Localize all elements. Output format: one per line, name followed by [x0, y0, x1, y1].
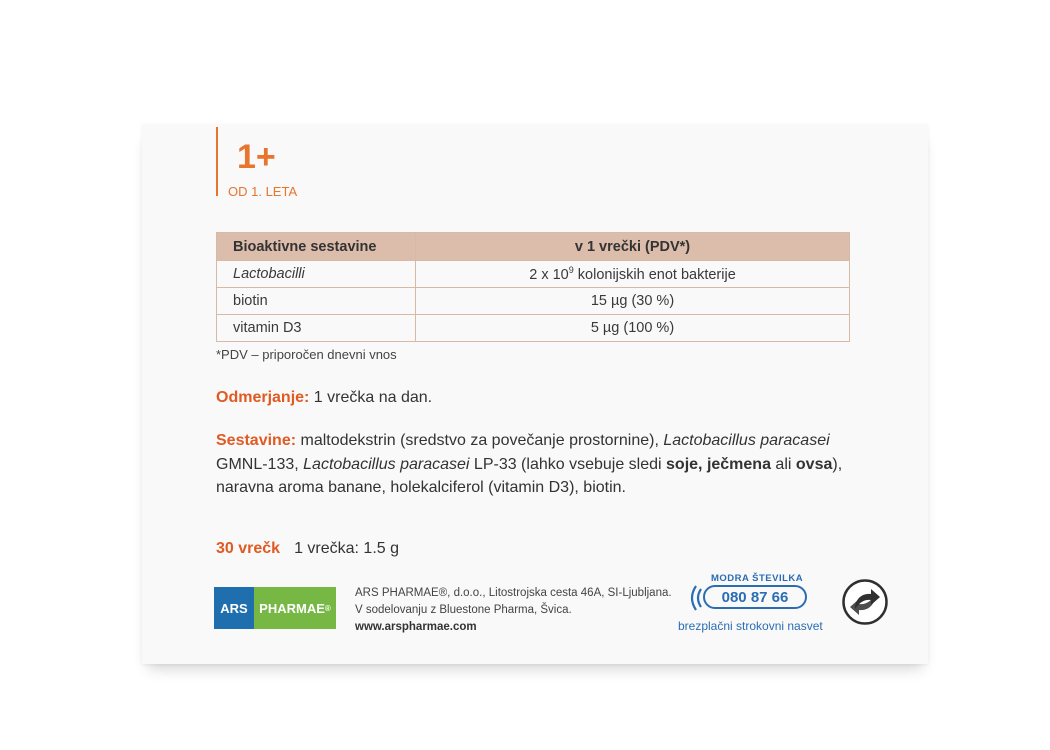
company-info: ARS PHARMAE®, d.o.o., Litostrojska cesta 46A, SI-Ljubljana. V sodelovanju z Bluestone Pharma, Švica. www.arspharmae.com: [355, 585, 672, 636]
nutrition-table: [216, 232, 850, 342]
table-cell-name: vitamin D3: [217, 315, 416, 342]
table-row: [217, 261, 850, 288]
table-cell-value: 5 µg (100 %): [416, 315, 850, 342]
package-weight: 1 vrečka: 1.5 g: [294, 540, 400, 557]
hotline-title: MODRA ŠTEVILKA: [711, 573, 804, 584]
age-number: 1+: [237, 138, 276, 176]
age-label: OD 1. LETA: [228, 184, 298, 199]
table-cell-value: 2 x $10^9$ kolonijskih enot bakterije: [416, 261, 850, 288]
table-footnote: *PDV – priporočen dnevni vnos: [216, 347, 397, 362]
company-website: www.arspharmae.com: [355, 621, 477, 633]
table-header-ingredient: Bioaktivne sestavine: [217, 233, 416, 261]
package-info: [216, 540, 399, 558]
table-header-row: [217, 233, 850, 261]
green-dot-recycling-icon: [842, 579, 888, 625]
table-cell-name: Lactobacilli: [217, 261, 416, 288]
table-row: [217, 315, 850, 342]
table-row: [217, 288, 850, 315]
ingredients-label: Sestavine:: [216, 432, 297, 449]
hotline-subtitle: brezplačni strokovni nasvet: [678, 619, 823, 633]
dosage-label: Odmerjanje:: [216, 389, 310, 406]
package-count: 30 vrečk: [216, 540, 281, 557]
table-cell-value: 15 µg (30 %): [416, 288, 850, 315]
age-accent-line: [216, 127, 218, 196]
hotline-number: 080 87 66: [703, 585, 807, 609]
ingredients-text: Sestavine: maltodekstrin (sredstvo za povečanje prostornine), Lactobacillus paracasei GMNL-133, Lactobacillus paracasei LP-33 (lahko vsebuje sledi soje, ječmena ali ovsa), naravna aroma banane, holekalciferol (vitamin D3), biotin.: [216, 432, 843, 496]
dosage-text: Odmerjanje: 1 vrečka na dan.: [216, 389, 433, 406]
table-cell-name: biotin: [217, 288, 416, 315]
ars-pharmae-logo: ARS PHARMAE ®: [214, 587, 336, 629]
table-header-amount: v 1 vrečki (PDV*): [416, 233, 850, 261]
